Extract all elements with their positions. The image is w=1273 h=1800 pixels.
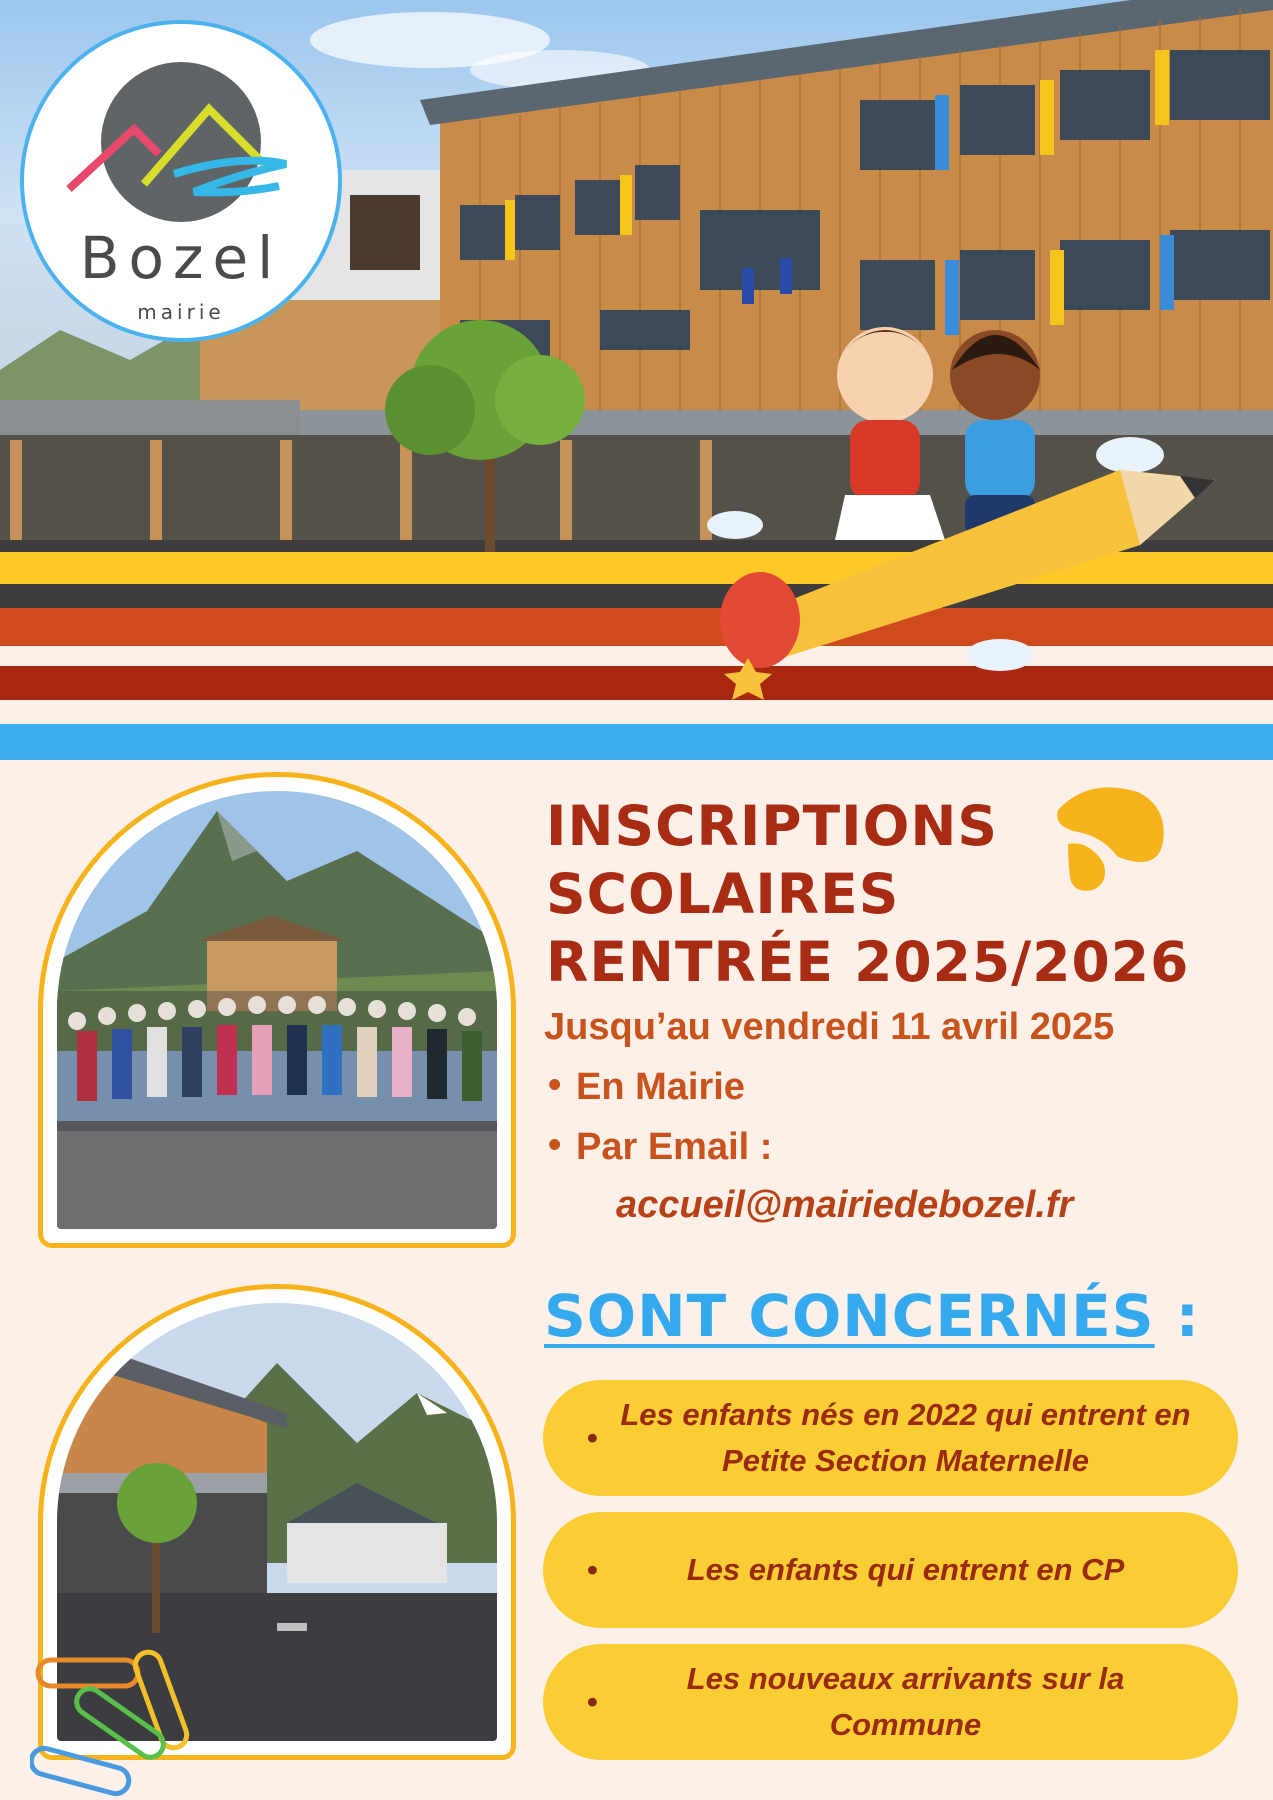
concerned-heading-text: SONT CONCERNÉS (544, 1282, 1155, 1350)
deadline-text: Jusqu’au vendredi 11 avril 2025 (544, 1006, 1115, 1048)
logo-name: Bozel (79, 224, 283, 292)
concerned-item-text: Les enfants nés en 2022 qui entrent en Petite Section Maternelle (620, 1397, 1191, 1478)
method-email-label: • Par Email : (576, 1126, 772, 1169)
bullet-icon: • (587, 1684, 598, 1719)
concerned-item-text: Les enfants qui entrent en CP (686, 1552, 1125, 1587)
concerned-item-3 (543, 1644, 1238, 1760)
headline-line-1: INSCRIPTIONS (546, 794, 998, 858)
logo-subtitle: mairie (137, 300, 225, 324)
students-group-photo (57, 791, 497, 1229)
concerned-item-2 (543, 1512, 1238, 1628)
headline-line-3: RENTRÉE 2025/2026 (546, 930, 1190, 994)
method-in-person: • En Mairie (576, 1066, 745, 1109)
email-address-link[interactable]: accueil@mairiedebozel.fr (616, 1184, 1074, 1226)
bullet-icon: • (587, 1420, 598, 1455)
arch-photo-students (38, 772, 516, 1248)
concerned-heading-colon: : (1175, 1282, 1200, 1350)
splash-icon (1048, 782, 1168, 902)
bozel-mairie-logo (20, 20, 342, 342)
bullet-icon: • (587, 1552, 598, 1587)
headline-line-2: SCOLAIRES (546, 862, 900, 926)
concerned-item-text: Les nouveaux arrivants sur la Commune (686, 1661, 1125, 1742)
concerned-heading (544, 1282, 1200, 1350)
concerned-item-1 (543, 1380, 1238, 1496)
students-photo-illustration (57, 791, 497, 1229)
paper-clips-decoration (30, 1640, 230, 1800)
